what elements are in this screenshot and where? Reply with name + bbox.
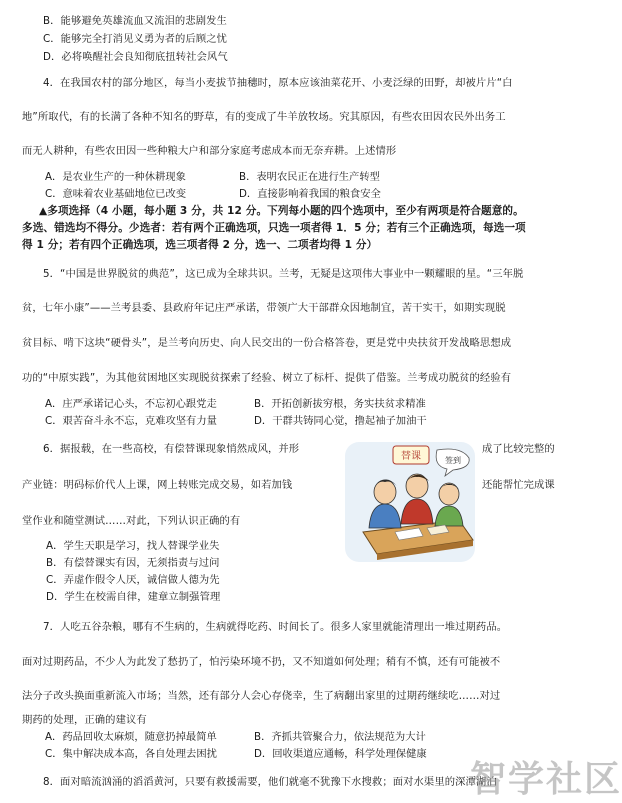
q4-stem-line-1: 4．在我国农村的部分地区，每当小麦拔节抽穗时，原本应该油菜花开、小麦泛绿的田野，却被片片“白	[43, 77, 513, 89]
q4-option-a: A．是农业生产的一种休耕现象	[45, 171, 186, 183]
q5-stem-line-2: 贫，七年小康”——兰考县委、县政府年记庄严承诺，带领广大干部群众因地制宜，苦干实干，如期实现脱	[22, 302, 506, 314]
q4-option-b: B．表明农民正在进行生产转型	[239, 171, 380, 183]
q3-option-c: C．能够完全打消见义勇为者的后顾之忧	[43, 33, 228, 45]
q5-stem-line-3: 贫目标、啃下这块“硬骨头”，是兰考向历史、向人民交出的一份合格答卷，更是党中央扶贫开发战略思想成	[22, 337, 512, 349]
q5-option-b: B．开拓创新拔穷根，务实扶贫求精准	[254, 398, 426, 410]
q6-option-d: D．学生在校需自律，建章立制强管理	[46, 591, 221, 603]
q4-stem-line-3: 而无人耕种，有些农田因一些种粮大户和部分家庭考虑成本而无奈弃耕。上述情形	[22, 145, 397, 157]
q7-option-d: D．回收渠道应通畅，科学处理保健康	[254, 748, 427, 760]
q4-stem-line-2: 地”所取代，有的长满了各种不知名的野草，有的变成了牛羊放牧场。究其原因，有些农田因农民外出务工	[22, 111, 506, 123]
q4-option-c: C．意味着农业基础地位已改变	[45, 188, 187, 200]
q5-option-d: D．干群共铸同心觉，撸起袖子加油干	[254, 415, 427, 427]
cartoon-illustration	[341, 436, 479, 568]
multi-choice-rule-3: 得 1 分；若有四个正确选项，选三项者得 2 分，选一、二项者均得 1 分）	[22, 239, 378, 251]
q7-stem-line-4: 期药的处理，正确的建议有	[22, 714, 147, 726]
site-watermark: 智学社区	[470, 759, 622, 800]
multi-choice-heading: ▲多项选择（4 小题，每小题 3 分，共 12 分。下列每小题的四个选项中，至少有两项是符合题意的。	[39, 205, 524, 217]
q6-stem-line-2b: 还能帮忙完成课	[482, 479, 555, 491]
q8-stem-line-1: 8．面对暗流汹涌的滔滔黄河，只要有救援需要，他们就毫不犹豫下水搜救；面对水渠里的深潭湖泊	[43, 776, 497, 788]
q7-option-a: A．药品回收太麻烦，随意扔掉最简单	[45, 731, 217, 743]
q6-stem-line-2a: 产业链：明码标价代人上课，网上转账完成交易，如若加钱	[22, 479, 293, 491]
q6-option-b: B．有偿替课实有因，无须指责与过问	[46, 557, 220, 569]
multi-choice-rule-2: 多选、错选均不得分。少选者：若有两个正确选项，只选一项者得 1．5 分；若有三个正确选项，每选一项	[22, 222, 526, 234]
q5-stem-line-1: 5．“中国是世界脱贫的典范”，这已成为全球共识。兰考，无疑是这项伟大事业中一颗耀眼的星。“三年脱	[43, 268, 524, 280]
q6-stem-line-3: 堂作业和随堂测试……对此，下列认识正确的有	[22, 515, 241, 527]
q6-stem-line-1a: 6．据报载，在一些高校，有偿替课现象悄然成风，并形	[43, 443, 300, 455]
q5-option-c: C．艰苦奋斗永不忘，克难攻坚有力量	[45, 415, 217, 427]
q5-stem-line-4: 功的“中原实践”，为其他贫困地区实现脱贫探索了经验、树立了标杆、提供了借鉴。兰考成功脱贫的经验有	[22, 372, 512, 384]
sign-text: 替课	[401, 451, 421, 462]
q3-option-d: D．必将唤醒社会良知彻底扭转社会风气	[43, 51, 228, 63]
q6-option-c: C．弄虚作假令人厌，诚信做人德为先	[46, 574, 220, 586]
q7-stem-line-2: 面对过期药品，不少人为此发了愁扔了，怕污染环境不扔，又不知道如何处理；稍有不慎，还有可能被不	[22, 656, 501, 668]
q6-option-a: A．学生天职是学习，找人替课学业失	[46, 540, 220, 552]
q7-stem-line-3: 法分子改头换面重新流入市场；当然，还有部分人会心存侥幸，生了病翻出家里的过期药继续吃……对过	[22, 690, 501, 702]
q3-option-b: B．能够避免英雄流血又流泪的悲剧发生	[43, 15, 227, 27]
q7-stem-line-1: 7．人吃五谷杂粮，哪有不生病的，生病就得吃药、时间长了。很多人家里就能清理出一堆过期药品。	[43, 621, 508, 633]
q5-option-a: A．庄严承诺记心头，不忘初心跟党走	[45, 398, 217, 410]
speech-text: 签到	[445, 456, 461, 465]
q6-stem-line-1b: 成了比较完整的	[482, 443, 555, 455]
q7-option-c: C．集中解决成本高，各自处理去困扰	[45, 748, 217, 760]
q4-option-d: D．直接影响着我国的粮食安全	[239, 188, 381, 200]
q7-option-b: B．齐抓共管聚合力，依法规范为大计	[254, 731, 426, 743]
